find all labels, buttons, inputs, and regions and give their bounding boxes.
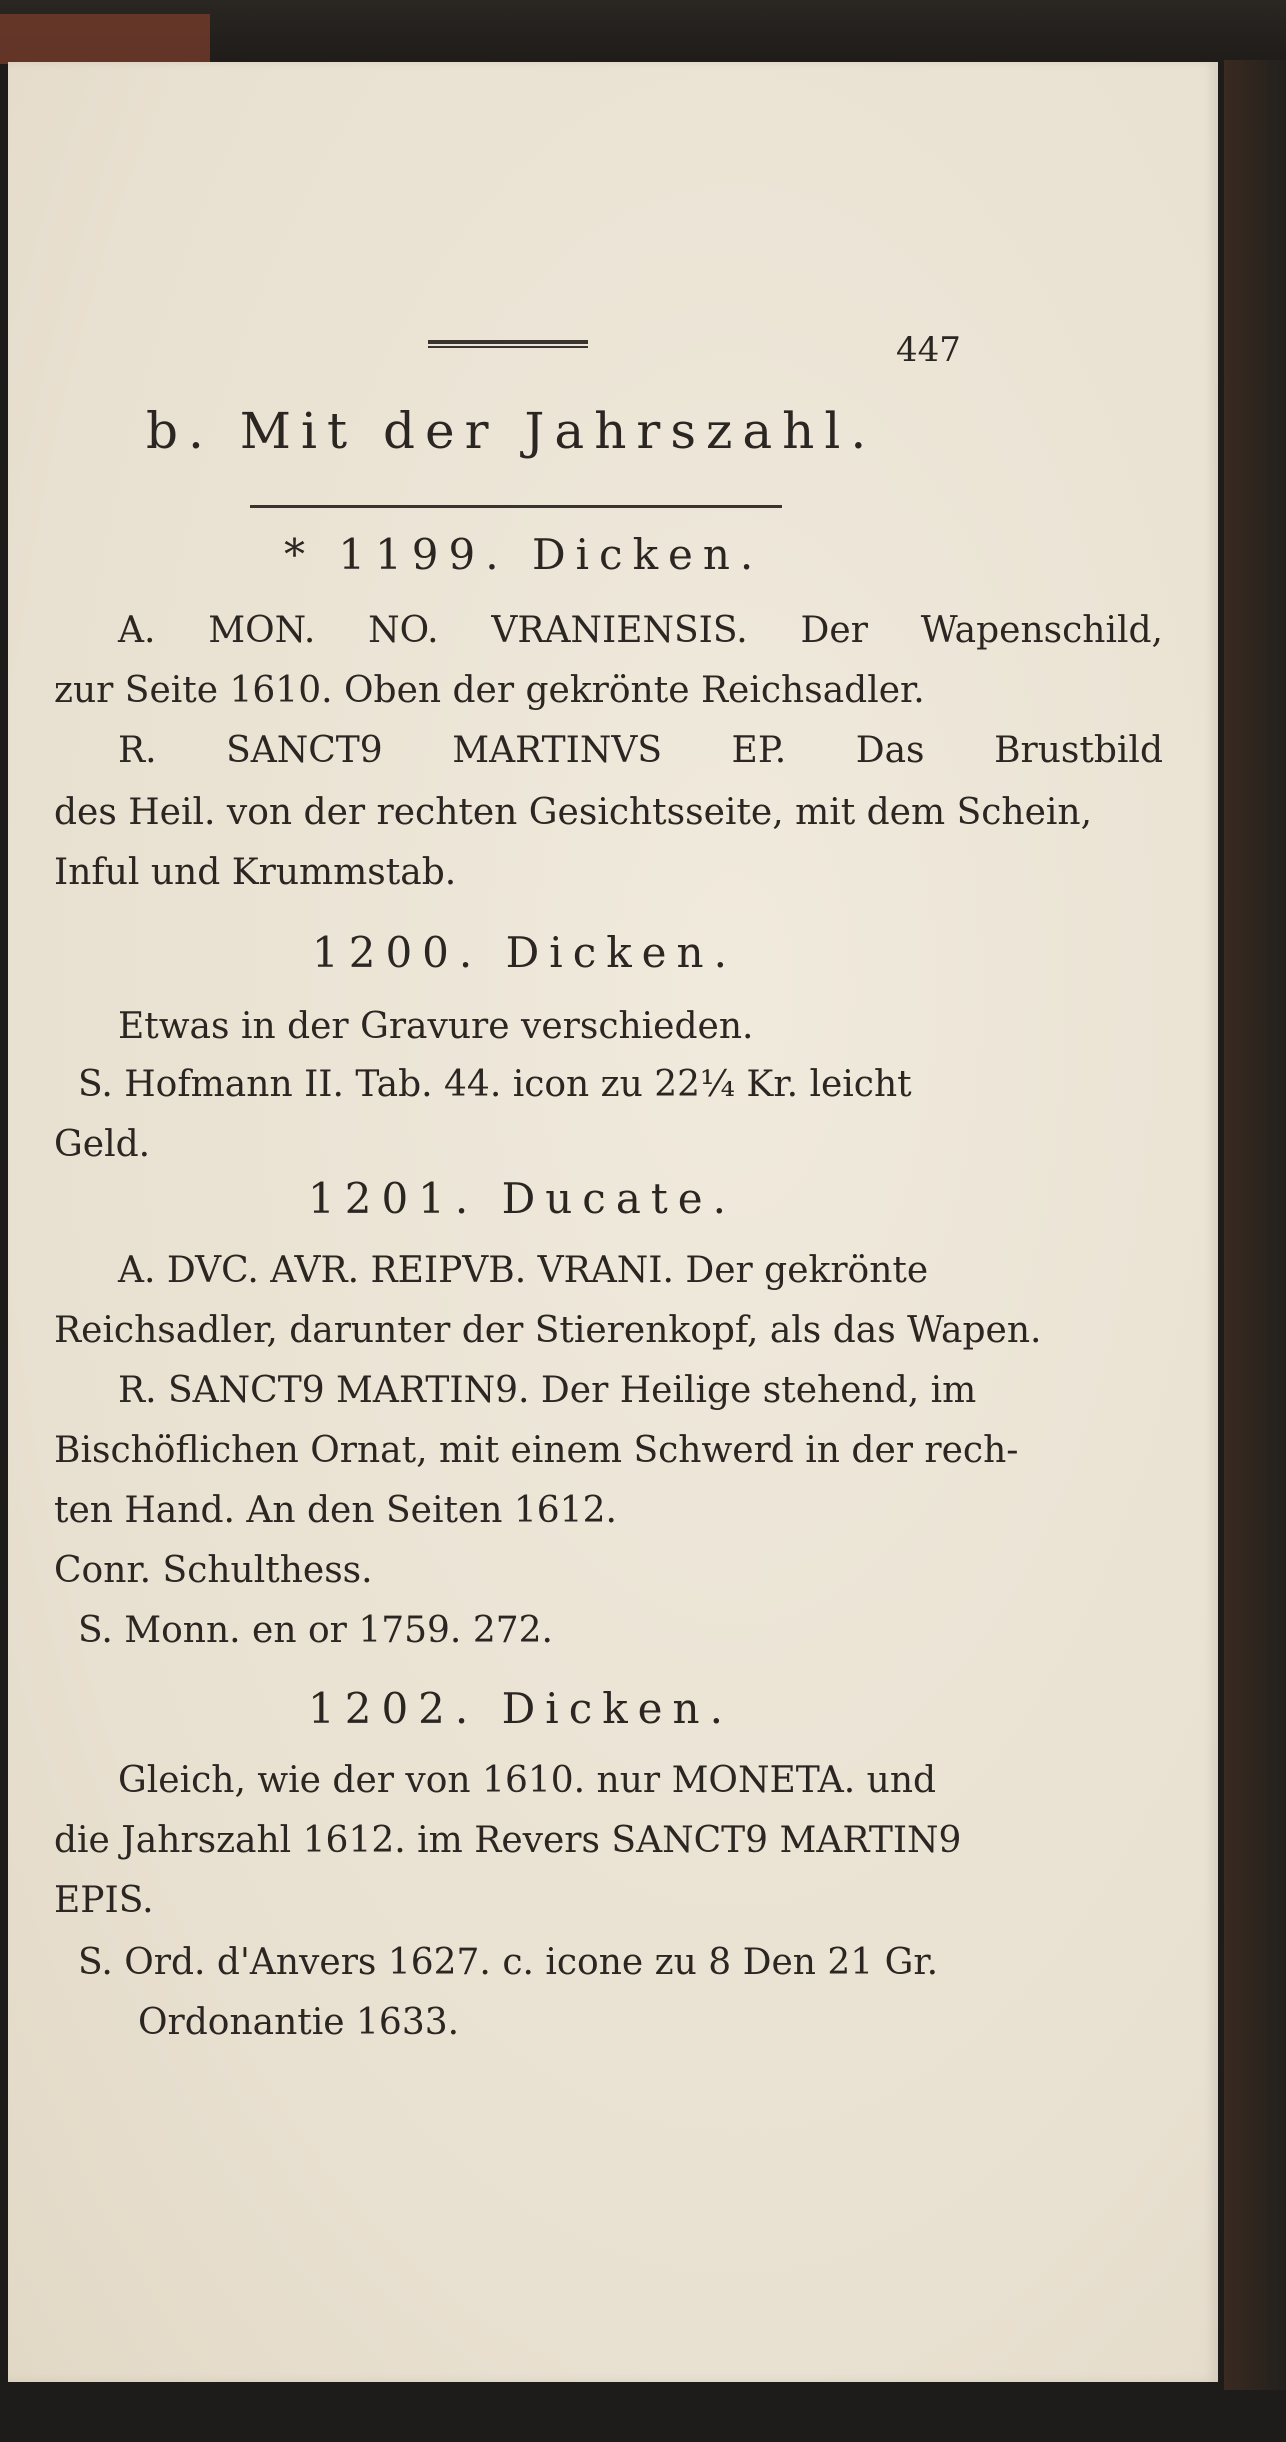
header-ornament-rule [428, 340, 588, 348]
body-line: zur Seite 1610. Oben der gekrönte Reichsadler. [54, 670, 925, 711]
section-divider [250, 505, 782, 508]
section-heading: b. Mit der Jahrszahl. [146, 402, 877, 460]
body-line: A. MON. NO. VRANIENSIS. Der Wapenschild, [118, 610, 1163, 651]
body-line: ten Hand. An den Seiten 1612. [54, 1490, 617, 1531]
body-line: S. Ord. d'Anvers 1627. c. icone zu 8 Den 21 Gr. [78, 1942, 939, 1983]
body-line: R. SANCT9 MARTIN9. Der Heilige stehend, im [118, 1370, 977, 1411]
body-line: die Jahrszahl 1612. im Revers SANCT9 MARTIN9 [54, 1820, 962, 1861]
body-line: Conr. Schulthess. [54, 1550, 373, 1591]
book-page [8, 62, 1218, 2382]
scan-right-edge [1224, 60, 1286, 2390]
body-line: EPIS. [54, 1880, 154, 1921]
body-line: Gleich, wie der von 1610. nur MONETA. und [118, 1760, 937, 1801]
body-line: Bischöflichen Ornat, mit einem Schwerd in der rech- [54, 1430, 1019, 1471]
body-line: Ordonantie 1633. [138, 2002, 460, 2043]
body-line: Etwas in der Gravure verschieden. [118, 1006, 754, 1047]
body-line: des Heil. von der rechten Gesichtsseite, mit dem Schein, [54, 792, 1093, 833]
body-line: Reichsadler, darunter der Stierenkopf, als das Wapen. [54, 1310, 1042, 1351]
body-line: A. DVC. AVR. REIPVB. VRANI. Der gekrönte [118, 1250, 929, 1291]
entry-title-1200: 1200. Dicken. [312, 928, 737, 977]
page-number: 447 [896, 330, 961, 370]
body-line: S. Monn. en or 1759. 272. [78, 1610, 553, 1651]
body-line: Inful und Krummstab. [54, 852, 457, 893]
body-line: Geld. [54, 1124, 151, 1165]
body-line: S. Hofmann II. Tab. 44. icon zu 22¼ Kr. leicht [78, 1064, 912, 1105]
entry-title-1201: 1201. Ducate. [308, 1174, 736, 1223]
entry-title-1202: 1202. Dicken. [308, 1684, 733, 1733]
entry-title-1199: * 1199. Dicken. [284, 530, 764, 579]
body-line: R. SANCT9 MARTINVS EP. Das Brustbild [118, 730, 1163, 771]
binding-strip [0, 14, 210, 64]
